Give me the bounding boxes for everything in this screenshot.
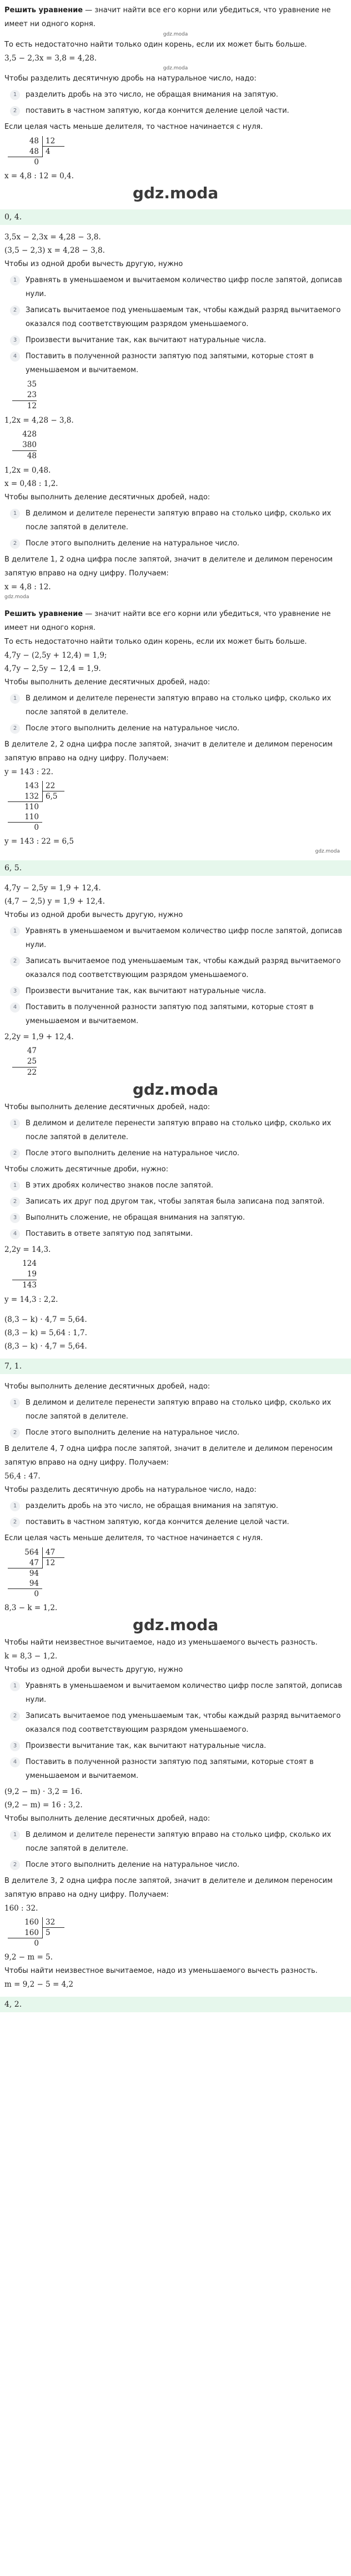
rule-intro: Чтобы из одной дроби вычесть другую, нужно [4,260,183,268]
rule-step: 2 После этого выполнить деление на натуральное число. [4,721,347,735]
column-subtraction: 47 25 22 [12,1046,37,1078]
watermark-small: gdz.moda [4,594,29,600]
rule-intro: Чтобы из одной дроби вычесть другую, нужно [4,1666,183,1674]
long-division: 143 22 132 6,5 110 110 0 [8,781,347,833]
intro-text: То есть недостаточно найти только один корень, если их может быть больше. [4,41,307,49]
equation: x = 4,8 : 12 = 0,4. [4,172,74,181]
rule-step: 1 В делимом и делителе перенести запятую вправо на столько цифр, сколько их после запятой в делителе. [4,1828,347,1856]
equation: x = 0,48 : 1,2. [4,479,58,488]
equation: y = 143 : 22 = 6,5 [4,837,74,846]
equation: 3,5x − 2,3x = 4,28 − 3,8. [4,233,101,242]
watermark-small: gdz.moda [315,849,340,854]
rule-step: 4 Поставить в полученной разности запятую под запятыми, которые стоят в уменьшаемом и вычитаемом. [4,1000,347,1028]
equation: (4,7 − 2,5) y = 1,9 + 12,4. [4,897,105,906]
rule-step: 4 Поставить в ответе запятую под запятыми. [4,1227,347,1241]
answer: 6, 5. [0,860,351,876]
equation: (8,3 − k) = 5,64 : 1,7. [4,1329,87,1337]
rule-intro: Чтобы из одной дроби вычесть другую, нужно [4,911,183,919]
rule-intro: Чтобы выполнить деление десятичных дробей, надо: [4,1815,210,1823]
answer: 7, 1. [0,1359,351,1374]
equation: 1,2x = 4,28 − 3,8. [4,416,74,425]
rule-step: 1 В делимом и делителе перенести запятую вправо на столько цифр, сколько их после запятой в делителе. [4,691,347,719]
watermark: gdz.moda [132,1616,219,1634]
equation: 2,2y = 14,3. [4,1245,51,1254]
rule-step: 1 В делимом и делителе перенести запятую вправо на столько цифр, сколько их после запятой в делителе. [4,1396,347,1424]
rule-intro: Чтобы разделить десятичную дробь на натуральное число, надо: [4,74,257,83]
solution-part-2 [0,604,351,858]
rule-intro: Чтобы выполнить деление десятичных дробей, надо: [4,1382,210,1391]
column-addition: 124 19 143 [12,1259,37,1291]
rule-note: В делителе 4, 7 одна цифра после запятой, значит в делителе и делимом переносим запятую вправо на одну цифру. Получаем: [4,1445,333,1467]
rule-step: 1 разделить дробь на это число, не обращая внимания на запятую. [4,1499,347,1513]
equation: x = 4,8 : 12. [4,583,51,592]
rule-step: 1 Уравнять в уменьшаемом и вычитаемом количество цифр после запятой, дописав нули. [4,273,347,301]
equation: 1,2x = 0,48. [4,466,51,475]
rule-step: 3 Произвести вычитание так, как вычитают натуральные числа. [4,984,347,998]
definition: Решить уравнение — значит найти все его корни или убедиться, что уравнение не имеет ни одного корня. [4,6,331,28]
solution-part-3b [0,1376,351,1994]
column-subtraction: 428 380 48 [12,429,37,462]
watermark-small: gdz.moda [163,32,188,37]
rule-step: 1 В делимом и делителе перенести запятую вправо на столько цифр, сколько их после запятой в делителе. [4,507,347,534]
rule-step: 2 После этого выполнить деление на натуральное число. [4,1858,347,1872]
rule-step: 3 Произвести вычитание так, как вычитают натуральные числа. [4,1739,347,1753]
equation: y = 143 : 22. [4,768,53,776]
rule-intro: Чтобы сложить десятичные дроби, нужно: [4,1165,169,1174]
equation: 2,2y = 1,9 + 12,4. [4,1033,74,1041]
answer: 4, 2. [0,1997,351,2012]
rule-step: 2 Записать их друг под другом так, чтобы запятая была записана под запятой. [4,1195,347,1209]
solution-part-1 [0,0,351,207]
rule-step: 3 Выполнить сложение, не обращая внимания на запятую. [4,1211,347,1225]
rule-step: 2 После этого выполнить деление на натуральное число. [4,1146,347,1160]
solution-part-3 [0,1310,351,1356]
column-subtraction: 35 23 12 [12,379,37,412]
rule-step: 2 После этого выполнить деление на натуральное число. [4,1426,347,1440]
equation: (3,5 − 2,3) x = 4,28 − 3,8. [4,246,105,255]
rule-step: 2 Записать вычитаемое под уменьшаемым так, чтобы каждый разряд вычитаемого оказался под соответствующим разрядом уменьшаемого. [4,1709,347,1737]
equation: (9,2 − m) · 3,2 = 16. [4,1787,83,1796]
answer: 0, 4. [0,209,351,225]
definition: Решить уравнение — значит найти все его корни или убедиться, что уравнение не имеет ни одного корня. [4,610,331,632]
rule-step: 2 поставить в частном запятую, когда кончится деление целой части. [4,104,347,118]
step-number: 2 [10,106,20,116]
rule-note: В делителе 2, 2 одна цифра после запятой, значит в делителе и делимом переносим запятую вправо на одну цифру. Получаем: [4,740,333,763]
step-number: 1 [10,90,20,100]
rule-step: 1 В этих дробях количество знаков после запятой. [4,1179,347,1192]
rule-step: 2 поставить в частном запятую, когда кончится деление целой части. [4,1515,347,1529]
rule-step: 1 В делимом и делителе перенести запятую вправо на столько цифр, сколько их после запятой в делителе. [4,1116,347,1144]
rule-intro: Чтобы разделить десятичную дробь на натуральное число, надо: [4,1486,257,1494]
rule-step: 2 Записать вычитаемое под уменьшаемым так, чтобы каждый разряд вычитаемого оказался под соответствующим разрядом уменьшаемого. [4,303,347,331]
equation: 9,2 − m = 5. [4,1953,53,1962]
watermark: gdz.moda [132,1080,219,1099]
equation: 56,4 : 47. [4,1472,41,1481]
equation: 3,5 − 2,3x = 3,8 = 4,28. [4,54,97,63]
equation: (8,3 − k) · 4,7 = 5,64. [4,1315,87,1324]
equation: 8,3 − k = 1,2. [4,1603,58,1612]
rule-intro: Чтобы выполнить деление десятичных дробей, надо: [4,493,210,502]
equation: m = 9,2 − 5 = 4,2 [4,1980,74,1989]
rule-intro: Чтобы выполнить деление десятичных дробей, надо: [4,678,210,686]
rule-step: 2 Записать вычитаемое под уменьшаемым так, чтобы каждый разряд вычитаемого оказался под соответствующим разрядом уменьшаемого. [4,954,347,982]
equation: y = 14,3 : 2,2. [4,1295,58,1304]
rule-note: Если целая часть меньше делителя, то частное начинается с нуля. [4,1534,263,1542]
rule-step: 1 Уравнять в уменьшаемом и вычитаемом количество цифр после запятой, дописав нули. [4,1679,347,1707]
intro-text: То есть недостаточно найти только один корень, если их может быть больше. [4,638,307,646]
rule-step: 3 Произвести вычитание так, как вычитают натуральные числа. [4,333,347,347]
equation: k = 8,3 − 1,2. [4,1652,58,1661]
equation: 4,7y − (2,5y + 12,4) = 1,9; [4,651,107,660]
long-division: 160 32 160 5 0 [8,1917,347,1948]
rule-step: 4 Поставить в полученной разности запятую под запятыми, которые стоят в уменьшаемом и вычитаемом. [4,349,347,377]
equation: (9,2 − m) = 16 : 3,2. [4,1801,83,1810]
rule-step: 1 Уравнять в уменьшаемом и вычитаемом количество цифр после запятой, дописав нули. [4,924,347,952]
long-division: 48 12 48 4 0 [8,136,347,167]
rule-intro: Чтобы найти неизвестное вычитаемое, надо из уменьшаемого вычесть разность. [4,1638,318,1647]
rule-step: 4 Поставить в полученной разности запятую под запятыми, которые стоят в уменьшаемом и вычитаемом. [4,1755,347,1783]
solution-part-1b [0,227,351,604]
rule-note: Если целая часть меньше делителя, то частное начинается с нуля. [4,123,263,131]
watermark: gdz.moda [132,184,219,202]
rule-note: В делителе 1, 2 одна цифра после запятой, значит в делителе и делимом переносим запятую вправо на одну цифру. Получаем: [4,555,333,578]
equation: 4,7y − 2,5y = 1,9 + 12,4. [4,884,101,893]
watermark-small: gdz.moda [163,66,188,71]
rule-intro: Чтобы найти неизвестное вычитаемое, надо из уменьшаемого вычесть разность. [4,1967,318,1975]
equation: 160 : 32. [4,1904,38,1913]
rule-intro: Чтобы выполнить деление десятичных дробей, надо: [4,1103,210,1111]
solution-part-2b [0,878,351,1310]
equation: (8,3 − k) · 4,7 = 5,64. [4,1342,87,1351]
rule-note: В делителе 3, 2 одна цифра после запятой, значит в делителе и делимом переносим запятую вправо на одну цифру. Получаем: [4,1877,333,1899]
equation: 4,7y − 2,5y − 12,4 = 1,9. [4,664,101,673]
long-division: 564 47 47 12 94 94 0 [8,1547,347,1599]
rule-step: 2 После этого выполнить деление на натуральное число. [4,537,347,550]
rule-step: 1 разделить дробь на это число, не обращая внимания на запятую. [4,88,347,102]
